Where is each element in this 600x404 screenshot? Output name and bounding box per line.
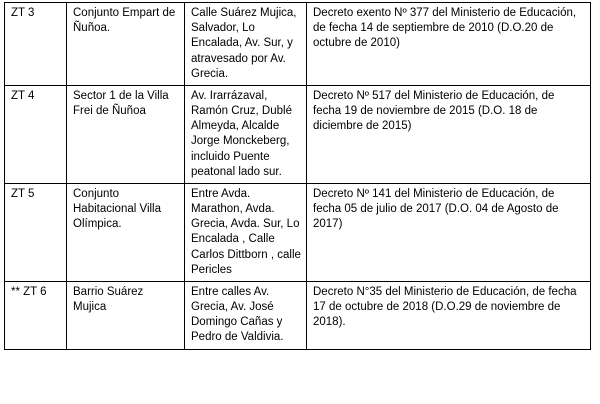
- decree-text: Decreto Nº 141 del Ministerio de Educación, de fecha 05 de julio de 2017 (D.O. 04 de Agosto de 2017): [313, 187, 559, 231]
- cell-streets: [185, 183, 307, 281]
- code-text: ** ZT 6: [11, 285, 47, 298]
- decree-text: Decreto N°35 del Ministerio de Educación, de fecha 17 de octubre de 2018 (D.O.29 de noviembre de 2018).: [313, 285, 577, 329]
- cell-name: [67, 183, 185, 281]
- table-row: [5, 85, 591, 183]
- cell-decree: [307, 281, 591, 349]
- decree-text: Decreto exento Nº 377 del Ministerio de Educación, de fecha 14 de septiembre de 2010 (D.O.20 de octubre de 2010): [313, 7, 577, 50]
- name-text: Barrio Suárez Mujica: [73, 285, 144, 314]
- cell-name: [67, 281, 185, 349]
- streets-text: Entre Avda. Marathon, Avda. Grecia, Avda. Sur, Lo Encalada , Calle Carlos Dittborn , calle Pericles: [191, 187, 301, 276]
- name-text: Conjunto Empart de Ñuñoa.: [73, 7, 176, 35]
- cell-streets: [185, 3, 307, 86]
- cell-code: [5, 85, 67, 183]
- cell-decree: [307, 85, 591, 183]
- name-text: Sector 1 de la Villa Frei de Ñuñoa: [73, 89, 169, 118]
- cell-code: [5, 183, 67, 281]
- cell-code: [5, 3, 67, 86]
- cell-decree: [307, 3, 591, 86]
- cell-code: [5, 281, 67, 349]
- document-page: [0, 2, 600, 404]
- table-row: [5, 3, 591, 86]
- code-text: ZT 5: [11, 187, 35, 200]
- code-text: ZT 3: [11, 7, 35, 19]
- table-row: [5, 183, 591, 281]
- cell-streets: [185, 281, 307, 349]
- decree-text: Decreto Nº 517 del Ministerio de Educación, de fecha 19 de noviembre de 2015 (D.O. 18 de diciembre de 2015): [313, 89, 555, 133]
- cell-name: [67, 85, 185, 183]
- streets-text: Entre calles Av. Grecia, Av. José Domingo Cañas y Pedro de Valdivia.: [191, 285, 284, 344]
- name-text: Conjunto Habitacional Villa Olímpica.: [73, 187, 162, 231]
- cell-streets: [185, 85, 307, 183]
- cell-name: [67, 3, 185, 86]
- zonas-tipicas-table: [4, 2, 591, 350]
- streets-text: Calle Suárez Mujica, Salvador, Lo Encalada, Av. Sur, y atravesado por Av. Grecia.: [191, 7, 297, 80]
- streets-text: Av. Irarrázaval, Ramón Cruz, Dublé Almeyda, Alcalde Jorge Monckeberg, incluido Puente peatonal lado sur.: [191, 89, 292, 178]
- table-row: [5, 281, 591, 349]
- cell-decree: [307, 183, 591, 281]
- code-text: ZT 4: [11, 89, 35, 102]
